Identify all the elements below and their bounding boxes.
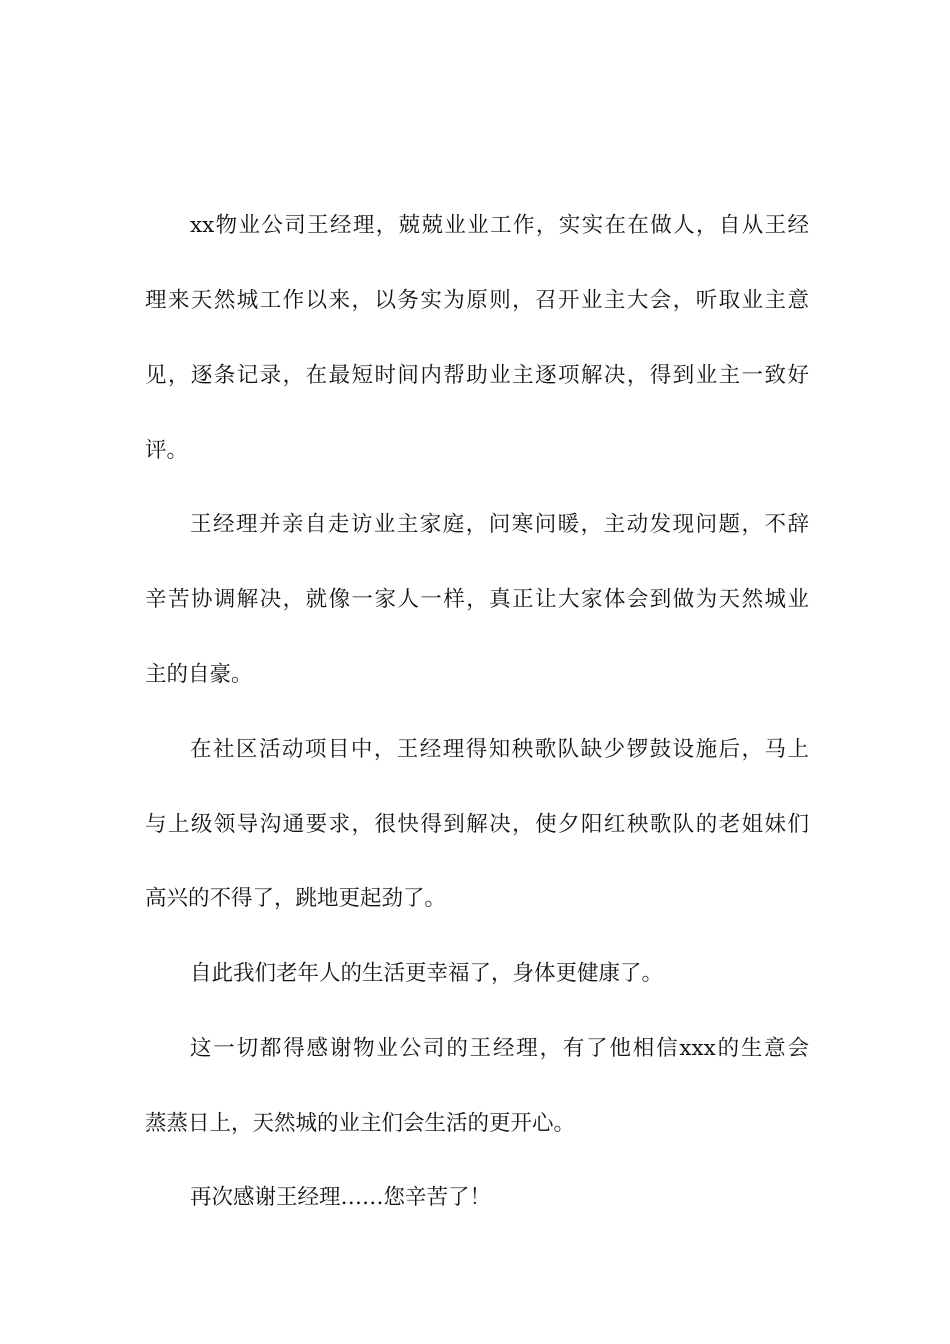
paragraph-3-line-2: 与上级领导沟通要求，很快得到解决，使夕阳红秧歌队的老姐妹们	[145, 812, 809, 837]
paragraph-6-line-1: 再次感谢王经理……您辛苦了！	[190, 1185, 492, 1210]
paragraph-1-line-2: 理来天然城工作以来，以务实为原则，召开业主大会，听取业主意	[145, 288, 809, 313]
paragraph-5-line-2: 蒸蒸日上，天然城的业主们会生活的更开心。	[145, 1111, 576, 1136]
paragraph-1-line-4: 评。	[145, 438, 189, 463]
paragraph-2-line-2: 辛苦协调解决，就像一家人一样，真正让大家体会到做为天然城业	[145, 587, 809, 612]
paragraph-3-line-3: 高兴的不得了，跳地更起劲了。	[145, 886, 447, 911]
paragraph-4-line-1: 自此我们老年人的生活更幸福了，身体更健康了。	[190, 961, 664, 986]
paragraph-2-line-1: 王经理并亲自走访业主家庭，问寒问暖，主动发现问题，不辞	[190, 512, 809, 537]
paragraph-1-line-1: xx物业公司王经理，兢兢业业工作，实实在在做人，自从王经	[190, 213, 809, 238]
paragraph-2-line-3: 主的自豪。	[145, 662, 253, 687]
paragraph-3-line-1: 在社区活动项目中，王经理得知秧歌队缺少锣鼓设施后，马上	[190, 737, 809, 762]
paragraph-1-line-3: 见，逐条记录，在最短时间内帮助业主逐项解决，得到业主一致好	[145, 363, 809, 388]
paragraph-5-line-1: 这一切都得感谢物业公司的王经理，有了他相信xxx的生意会	[190, 1036, 809, 1061]
